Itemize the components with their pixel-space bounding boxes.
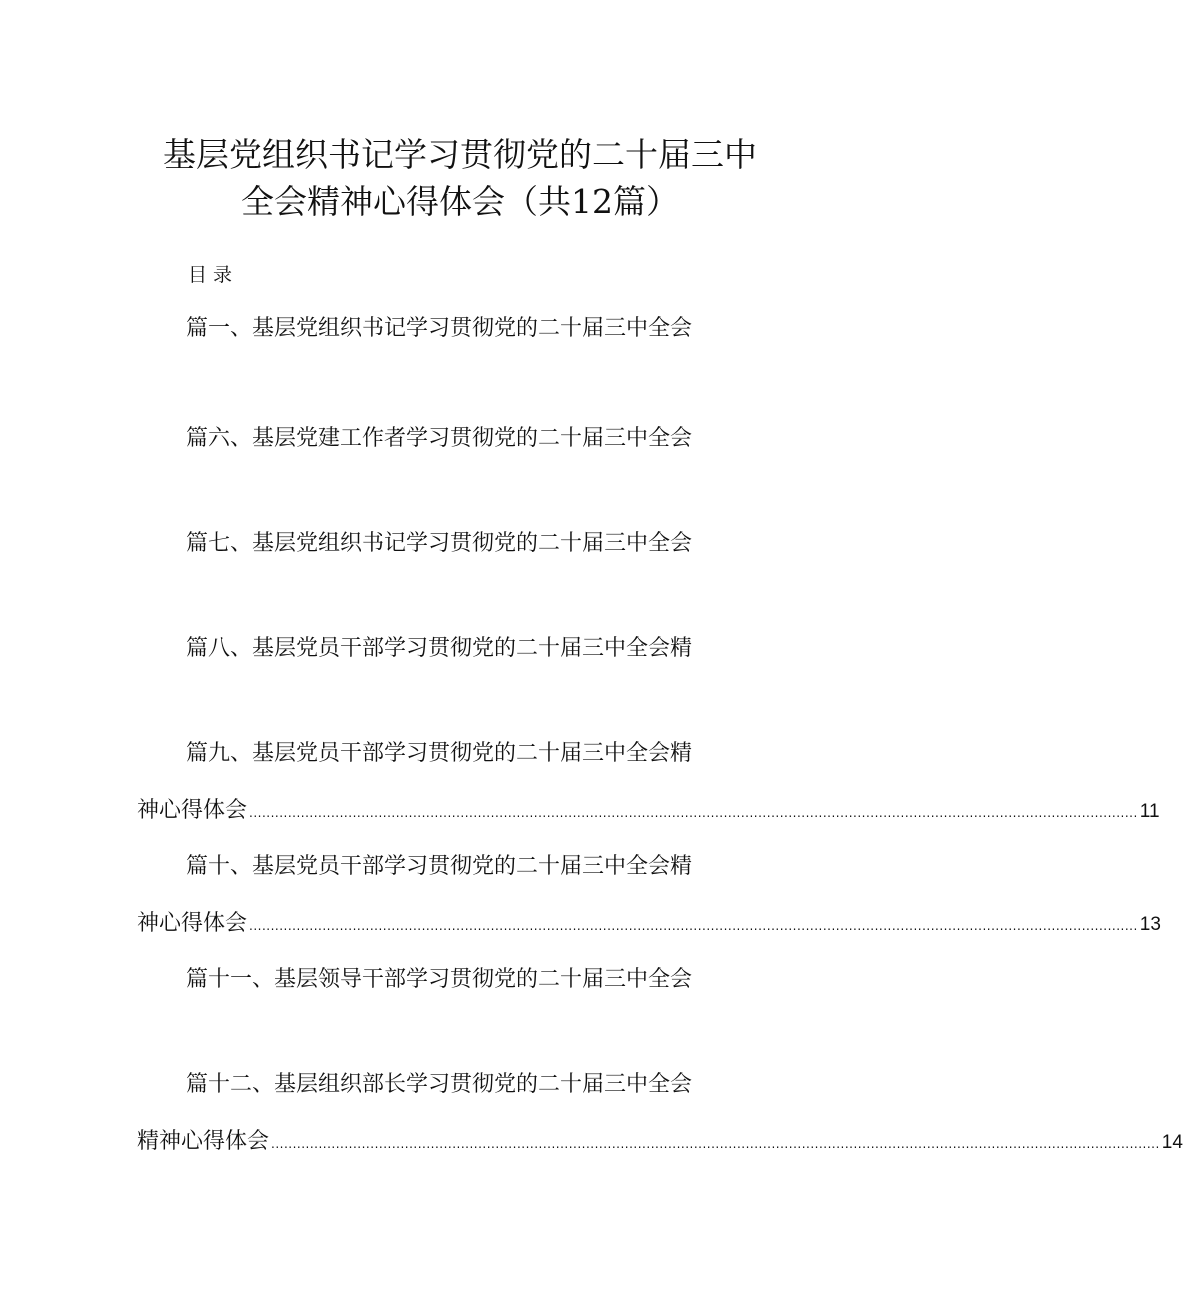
toc-entry-9[interactable]: 篇九、基层党员干部学习贯彻党的二十届三中全会精	[186, 741, 693, 766]
toc-entry-10-page-number: 13	[1139, 914, 1161, 935]
toc-entry-12-continuation[interactable]	[137, 1128, 1183, 1156]
toc-dot-leader: ..............................................................................................................................................................................................................	[249, 806, 1138, 820]
toc-entry-10[interactable]: 篇十、基层党员干部学习贯彻党的二十届三中全会精	[186, 854, 693, 879]
toc-entry-9-continuation-text: 神心得体会	[137, 798, 248, 823]
toc-dot-leader: ..............................................................................................................................................................................................................	[249, 919, 1138, 933]
toc-entry-12-continuation-text: 精神心得体会	[137, 1129, 270, 1154]
toc-entry-9-continuation[interactable]	[137, 797, 1160, 825]
toc-entry-11[interactable]: 篇十一、基层领导干部学习贯彻党的二十届三中全会	[186, 967, 693, 992]
toc-entry-10-continuation[interactable]	[137, 910, 1161, 938]
toc-entry-6[interactable]: 篇六、基层党建工作者学习贯彻党的二十届三中全会	[186, 426, 693, 451]
toc-entry-12-page-number: 14	[1161, 1132, 1183, 1153]
toc-entry-8[interactable]: 篇八、基层党员干部学习贯彻党的二十届三中全会精	[186, 636, 693, 661]
toc-entry-9-page-number: 11	[1139, 801, 1160, 822]
document-title-line-2: 全会精神心得体会（共12篇）	[241, 182, 679, 221]
toc-entry-1[interactable]: 篇一、基层党组织书记学习贯彻党的二十届三中全会	[186, 316, 693, 341]
toc-entry-12[interactable]: 篇十二、基层组织部长学习贯彻党的二十届三中全会	[186, 1072, 693, 1097]
toc-entry-10-continuation-text: 神心得体会	[137, 911, 248, 936]
toc-entry-7[interactable]: 篇七、基层党组织书记学习贯彻党的二十届三中全会	[186, 531, 693, 556]
toc-dot-leader: ..............................................................................................................................................................................................................	[271, 1137, 1160, 1151]
toc-heading: 目录	[188, 264, 239, 286]
document-title-line-1: 基层党组织书记学习贯彻党的二十届三中	[163, 135, 757, 174]
